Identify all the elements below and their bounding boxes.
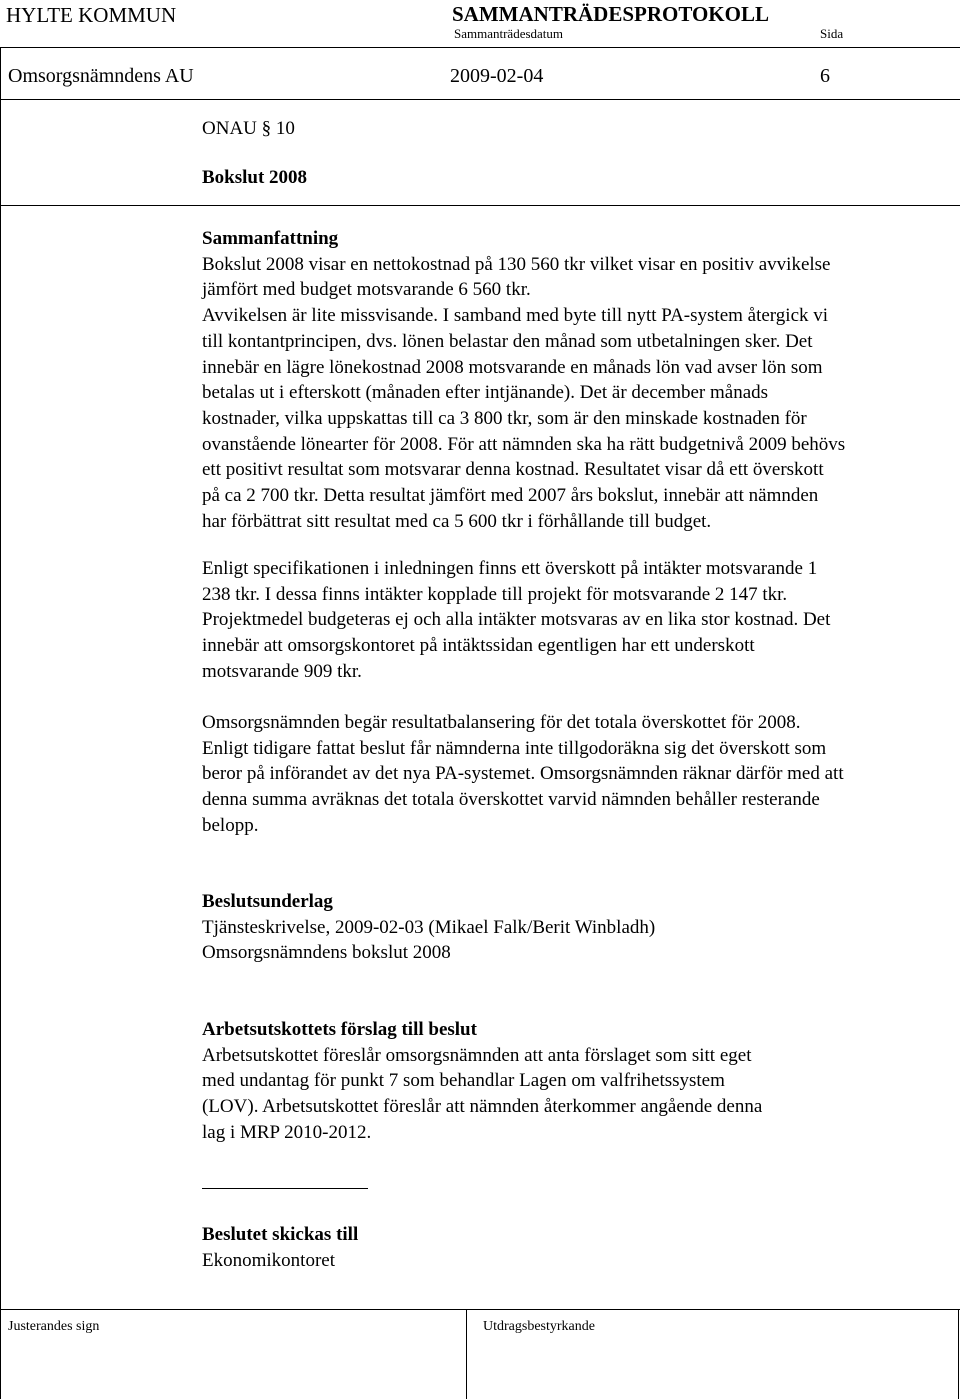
text-line: Bokslut 2008 visar en nettokostnad på 130 560 tkr vilket visar en positiv avvikelse (202, 253, 831, 275)
basis-item: Omsorgsnämndens bokslut 2008 (202, 942, 451, 964)
text-line: innebär att omsorgskontoret på intäktssidan egentligen har ett underskott (202, 635, 755, 657)
text-line: ett positivt resultat som motsvarar denna kostnad. Resultatet visar då ett överskott (202, 459, 824, 481)
text-line: lag i MRP 2010-2012. (202, 1121, 372, 1143)
text-line: jämfört med budget motsvarande 6 560 tkr. (202, 279, 531, 301)
footer-divider-2 (958, 1309, 959, 1399)
municipality-name: HYLTE KOMMUN (6, 3, 177, 27)
page-number: 6 (820, 65, 830, 87)
footer-divider-1 (466, 1309, 467, 1399)
basis-heading: Beslutsunderlag (202, 891, 333, 912)
sent-to-recipient: Ekonomikontoret (202, 1249, 335, 1271)
text-line: till kontantprincipen, dvs. lönen belastar den månad som utbetalningen sker. Det (202, 330, 813, 352)
summary-paragraph-1 (202, 252, 944, 535)
meta-rule (0, 99, 960, 100)
summary-paragraph-3 (202, 710, 944, 839)
signature-separator (202, 1188, 368, 1189)
document-type: SAMMANTRÄDESPROTOKOLL (452, 2, 769, 26)
footer-rule (0, 1309, 960, 1310)
proposal-heading: Arbetsutskottets förslag till beslut (202, 1019, 477, 1040)
adjuster-sign-label: Justerandes sign (8, 1319, 100, 1334)
summary-section (202, 226, 944, 534)
text-line: har förbättrat sitt resultat med ca 5 600 tkr i förhållande till budget. (202, 510, 712, 532)
text-line: med undantag för punkt 7 som behandlar Lagen om valfrihetssystem (202, 1070, 725, 1092)
text-line: denna summa avräknas det totala överskottet varvid nämnden behåller resterande (202, 789, 820, 811)
basis-section (202, 889, 944, 966)
text-line: 238 tkr. I dessa finns intäkter kopplade till projekt för motsvarande 2 147 tkr. (202, 583, 788, 605)
left-margin-rule (0, 47, 1, 1399)
text-line: betalas ut i efterskott (månaden efter intjänande). Det är december månads (202, 382, 769, 404)
text-line: på ca 2 700 tkr. Detta resultat jämfört med 2007 års bokslut, innebär att nämnden (202, 485, 819, 507)
paragraph-number: ONAU § 10 (202, 118, 295, 139)
basis-item: Tjänsteskrivelse, 2009-02-03 (Mikael Falk/Berit Winbladh) (202, 916, 656, 938)
summary-heading: Sammanfattning (202, 228, 339, 249)
text-line: Avvikelsen är lite missvisande. I samband med byte till nytt PA-system återgick vi (202, 305, 829, 327)
text-line: motsvarande 909 tkr. (202, 660, 362, 682)
extract-certification-label: Utdragsbestyrkande (483, 1319, 595, 1334)
title-rule (0, 205, 960, 206)
text-line: kostnader, vilka uppskattas till ca 3 800 tkr, som är den minskade kostnaden för (202, 407, 807, 429)
sent-to-section (202, 1222, 944, 1273)
body-name: Omsorgsnämndens AU (8, 65, 194, 87)
text-line: Arbetsutskottet föreslår omsorgsnämnden att anta förslaget som sitt eget (202, 1044, 752, 1066)
text-line: ovanstående lönearter för 2008. För att nämnden ska ha rätt budgetnivå 2009 behövs (202, 433, 846, 455)
meeting-date: 2009-02-04 (450, 65, 544, 87)
summary-paragraph-2 (202, 556, 944, 685)
text-line: beror på införandet av det nya PA-systemet. Omsorgsnämnden räknar därför med att (202, 763, 844, 785)
text-line: Projektmedel budgeteras ej och alla intäkter motsvaras av en lika stor kostnad. Det (202, 609, 831, 631)
text-line: Enligt tidigare fattat beslut får nämnderna inte tillgodoräkna sig det överskott som (202, 737, 827, 759)
sent-to-heading: Beslutet skickas till (202, 1224, 359, 1245)
document-title: Bokslut 2008 (202, 167, 308, 188)
text-line: innebär en lägre lönekostnad 2008 motsvarande en månads lön vad avser lön som (202, 356, 823, 378)
header-rule (0, 47, 960, 48)
text-line: belopp. (202, 814, 259, 836)
text-line: Enligt specifikationen i inledningen finns ett överskott på intäkter motsvarande 1 (202, 558, 818, 579)
text-line: (LOV). Arbetsutskottet föreslår att nämnden återkommer angående denna (202, 1096, 763, 1118)
page-label: Sida (820, 26, 844, 41)
proposal-section (202, 1017, 944, 1146)
text-line: Omsorgsnämnden begär resultatbalansering för det totala överskottet för 2008. (202, 712, 801, 733)
meeting-date-label: Sammanträdesdatum (454, 26, 564, 41)
